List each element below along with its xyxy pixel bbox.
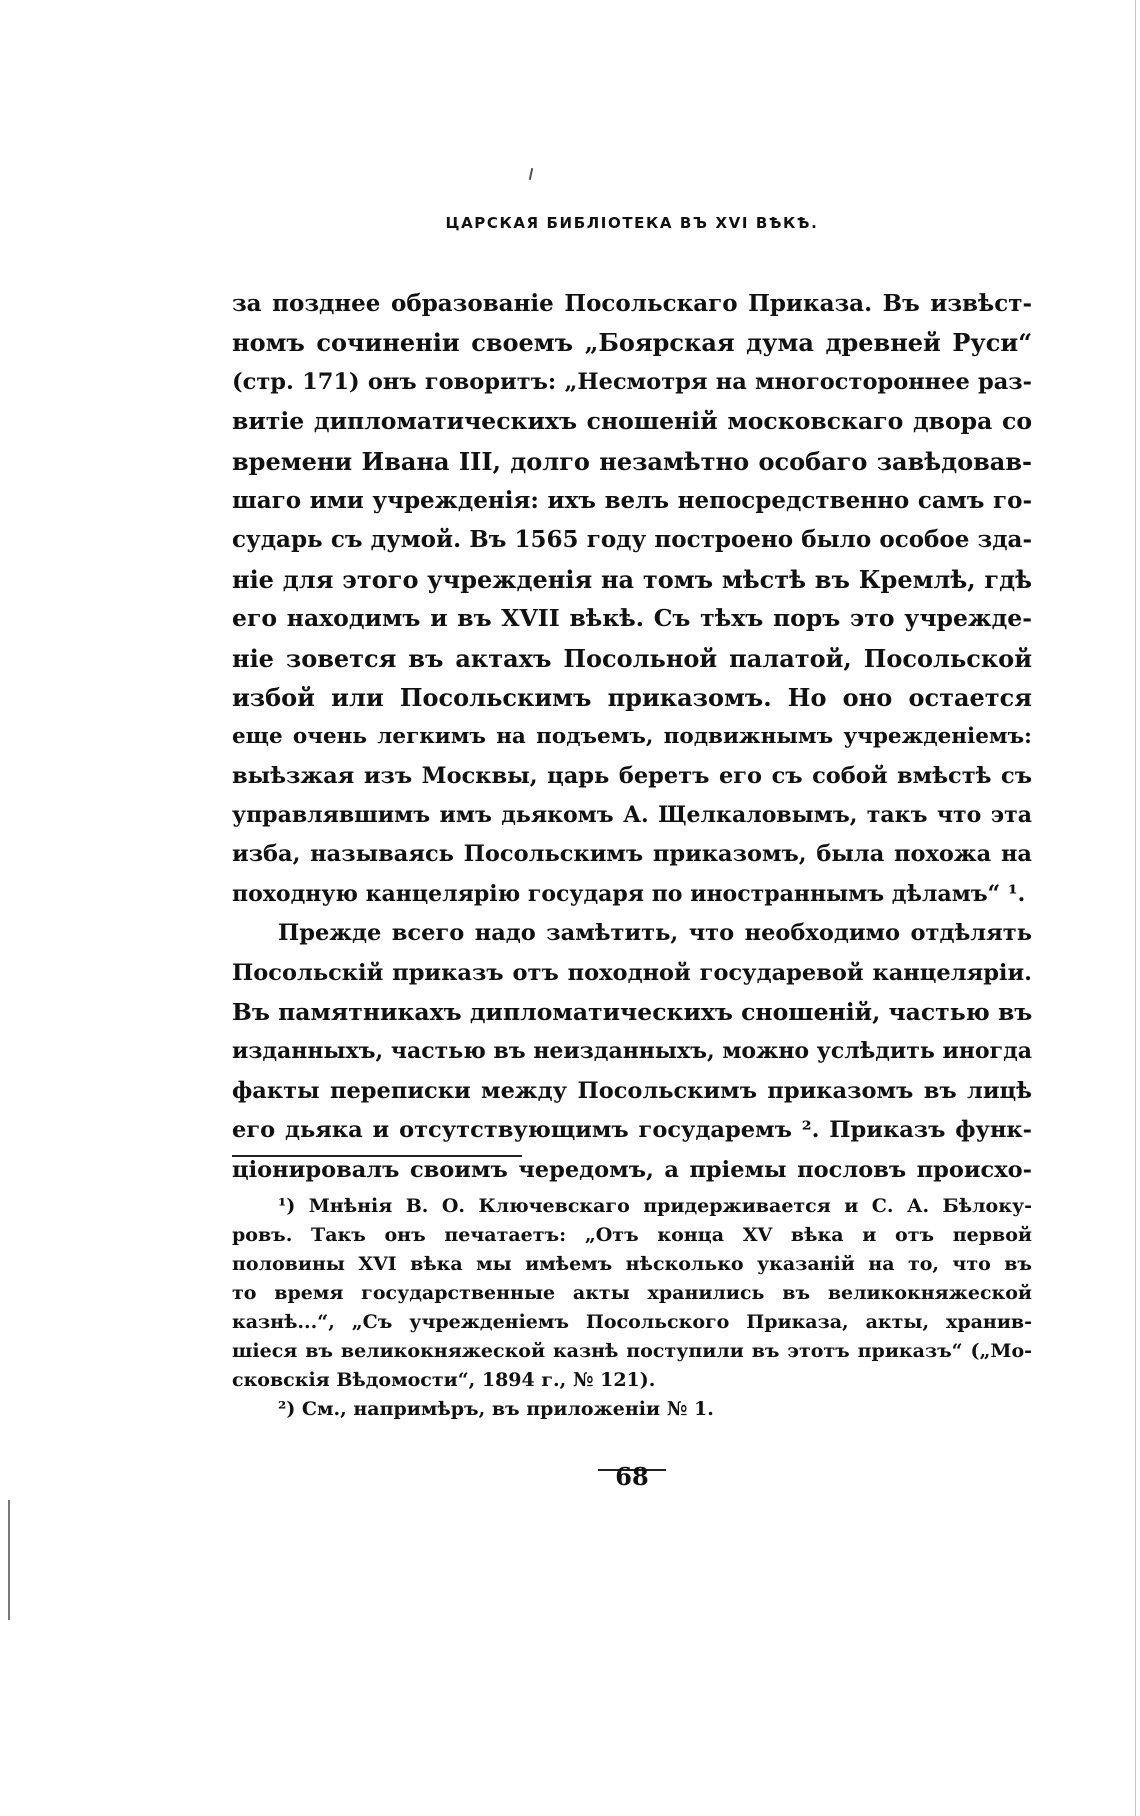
body-line: сударь съ думой. Въ 1565 году построено было особое зда- [232,526,1032,554]
page-edge-right [1135,0,1136,1816]
body-line: выѣзжая изъ Москвы, царь беретъ его съ собой вмѣстѣ съ [232,762,1032,789]
footnote-1-line: половины XVI вѣка мы имѣемъ нѣсколько указаній на то, что въ [232,1253,1032,1275]
running-head: ЦАРСКАЯ БИБЛІОТЕКА ВЪ XVI ВѢКѢ. [445,214,819,232]
body-line: за позднее образованіе Посольскаго Приказа. Въ извѣст- [232,290,1032,317]
footnote-1-line: шіеся въ великокняжеской казнѣ поступили въ этотъ приказъ“ („Мо- [232,1340,1032,1362]
body-line: номъ сочиненіи своемъ „Боярская дума древней Руси“ [232,328,1032,358]
body-line: витіе дипломатическихъ сношеній московскаго двора со [232,407,1032,436]
body-line: его находимъ и въ XVII вѣкѣ. Съ тѣхъ поръ это учрежде- [232,604,1032,633]
body-line: шаго ими учрежденія: ихъ велъ непосредственно самъ го- [232,486,1032,514]
body-text [232,284,1032,1190]
footnote-1-line: то время государственные акты хранились въ великокняжеской [232,1282,1032,1304]
footnote-rule [232,1155,522,1157]
body-line: времени Ивана III, долго незамѣтно особаго завѣдовав- [232,446,1032,476]
body-line: Въ памятникахъ дипломатическихъ сношеній, частью въ [232,998,1033,1027]
footnote-1-line: ¹) Мнѣнія В. О. Ключевскаго придерживается и С. А. Бѣлоку- [278,1195,1032,1217]
footnote-1-line: казнѣ...“, „Съ учрежденіемъ Посольского Приказа, акты, хранив- [232,1311,1032,1333]
body-line: (стр. 171) онъ говоритъ: „Несмотря на многостороннее раз- [232,368,1032,395]
footnote-1-line: ровъ. Такъ онъ печатаетъ: „Отъ конца XV вѣка и отъ первой [232,1224,1032,1246]
body-line: изба, называясь Посольскимъ приказомъ, была похожа на [232,841,1032,868]
body-line: его дьяка и отсутствующимъ государемъ ². Приказъ функ- [232,1117,1032,1144]
body-line: Посольскій приказъ отъ походной государевой канцеляріи. [232,959,1032,986]
scan-mark [529,168,533,180]
page-number: 68 [615,1462,649,1491]
body-line: избой или Посольскимъ приказомъ. Но оно остается [232,682,1032,712]
body-line: ніе для этого учрежденія на томъ мѣстѣ въ Кремлѣ, гдѣ [232,564,1032,594]
body-line: факты переписки между Посольскимъ приказомъ въ лицѣ [232,1077,1032,1104]
footnote-2-line: ²) См., напримѣръ, въ приложеніи № 1. [278,1398,714,1420]
page-edge-left [8,1500,10,1620]
footnotes [232,1192,1032,1424]
body-line: ціонировалъ своимъ чередомъ, а пріемы пословъ происхо- [232,1156,1032,1183]
footnote-1-line: сковскія Вѣдомости“, 1894 г., № 121). [232,1369,656,1391]
paragraph-first-line: Прежде всего надо замѣтить, что необходимо отдѣлять [278,920,1032,947]
body-line: управлявшимъ имъ дьякомъ А. Щелкаловымъ, такъ что эта [232,802,1032,829]
body-line: изданныхъ, частью въ неизданныхъ, можно услѣдить иногда [232,1038,1032,1065]
body-line: еще очень легкимъ на подъемъ, подвижнымъ учрежденіемъ: [232,724,1032,750]
body-line: походную канцелярію государя по иностраннымъ дѣламъ“ ¹. [232,880,1026,907]
body-line: ніе зовется въ актахъ Посольной палатой, Посольской [232,643,1032,673]
